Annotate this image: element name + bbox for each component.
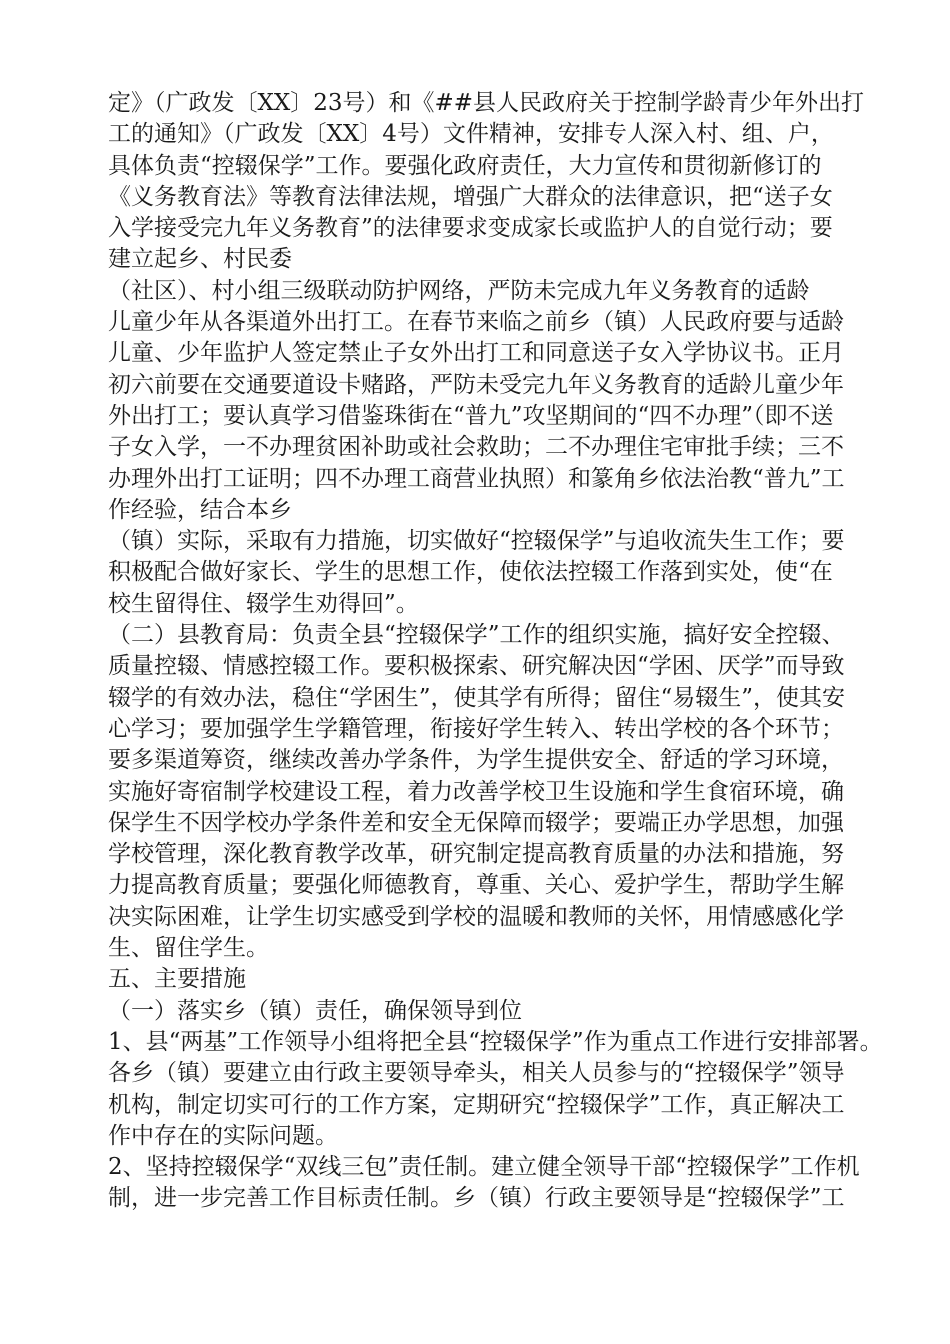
text-line: 具体负责“控辍保学”工作。要强化政府责任，大力宣传和贯彻新修订的 bbox=[108, 152, 822, 179]
text-line: 子女入学，一不办理贫困补助或社会救助；二不办理住宅审批手续；三不 bbox=[108, 434, 844, 461]
text-line: 《义务教育法》等教育法律法规，增强广大群众的法律意识，把“送子女 bbox=[108, 183, 833, 210]
subsection-heading: （一）落实乡（镇）责任，确保领导到位 bbox=[108, 997, 522, 1024]
text-line: 入学接受完九年义务教育”的法律要求变成家长或监护人的自觉行动；要 bbox=[108, 215, 833, 242]
text-line: 质量控辍、情感控辍工作。要积极探索、研究解决因“学困、厌学”而导致 bbox=[108, 653, 845, 680]
text-line: 各乡（镇）要建立由行政主要领导牵头，相关人员参与的“控辍保学”领导 bbox=[108, 1060, 845, 1087]
text-line: 校生留得住、辍学生劝得回”。 bbox=[108, 590, 419, 617]
text-line: 生、留住学生。 bbox=[108, 935, 269, 962]
text-line: 儿童、少年监护人签定禁止子女外出打工和同意送子女入学协议书。正月 bbox=[108, 340, 844, 367]
text-line: 工的通知》（广政发〔XX〕4号）文件精神，安排专人深入村、组、户， bbox=[108, 121, 834, 148]
text-line: 要多渠道筹资，继续改善办学条件，为学生提供安全、舒适的学习环境， bbox=[108, 747, 844, 774]
text-line: 实施好寄宿制学校建设工程，着力改善学校卫生设施和学生食宿环境，确 bbox=[108, 778, 844, 805]
text-line: 定》（广政发〔XX〕23号）和《##县人民政府关于控制学龄青少年外出打 bbox=[108, 90, 865, 116]
text-line: 外出打工；要认真学习借鉴珠街在“普九”攻坚期间的“四不办理”（即不送 bbox=[108, 402, 834, 429]
text-line: 力提高教育质量；要强化师德教育，尊重、关心、爱护学生，帮助学生解 bbox=[108, 872, 844, 899]
text-line: 作经验，结合本乡 bbox=[108, 496, 292, 523]
text-line: 心学习；要加强学生学籍管理，衔接好学生转入、转出学校的各个环节； bbox=[108, 715, 844, 742]
text-line: 儿童少年从各渠道外出打工。在春节来临之前乡（镇）人民政府要与适龄 bbox=[108, 309, 844, 336]
text-line: 建立起乡、村民委 bbox=[108, 246, 292, 273]
text-line: 1、县“两基”工作领导小组将把全县“控辍保学”作为重点工作进行安排部署。 bbox=[108, 1028, 883, 1055]
text-line: 2、坚持控辍保学“双线三包”责任制。建立健全领导干部“控辍保学”工作机 bbox=[108, 1154, 860, 1181]
text-line: 制，进一步完善工作目标责任制。乡（镇）行政主要领导是“控辍保学”工 bbox=[108, 1185, 845, 1212]
text-line: 机构，制定切实可行的工作方案，定期研究“控辍保学”工作，真正解决工 bbox=[108, 1091, 845, 1118]
text-line: 决实际困难，让学生切实感受到学校的温暖和教师的关怀，用情感感化学 bbox=[108, 903, 844, 930]
text-line: 作中存在的实际问题。 bbox=[108, 1122, 338, 1149]
document-body bbox=[108, 88, 883, 1215]
text-line: （镇）实际，采取有力措施，切实做好“控辍保学”与追收流失生工作；要 bbox=[108, 528, 845, 555]
section-heading: 五、主要措施 bbox=[108, 966, 246, 993]
text-line: 初六前要在交通要道设卡赌路，严防未受完九年义务教育的适龄儿童少年 bbox=[108, 371, 844, 398]
text-line: （二）县教育局：负责全县“控辍保学”工作的组织实施，搞好安全控辍、 bbox=[108, 622, 845, 649]
text-line: 办理外出打工证明；四不办理工商营业执照）和篆角乡依法治教“普九”工 bbox=[108, 465, 845, 492]
text-line: 保学生不因学校办学条件差和安全无保障而辍学；要端正办学思想，加强 bbox=[108, 809, 844, 836]
text-line: 辍学的有效办法，稳住“学困生”，使其学有所得；留住“易辍生”，使其安 bbox=[108, 684, 846, 711]
text-line: 学校管理，深化教育教学改革，研究制定提高教育质量的办法和措施，努 bbox=[108, 841, 844, 868]
text-line: 积极配合做好家长、学生的思想工作，使依法控辍工作落到实处，使“在 bbox=[108, 559, 833, 586]
text-line: （社区）、村小组三级联动防护网络，严防未完成九年义务教育的适龄 bbox=[108, 277, 810, 304]
